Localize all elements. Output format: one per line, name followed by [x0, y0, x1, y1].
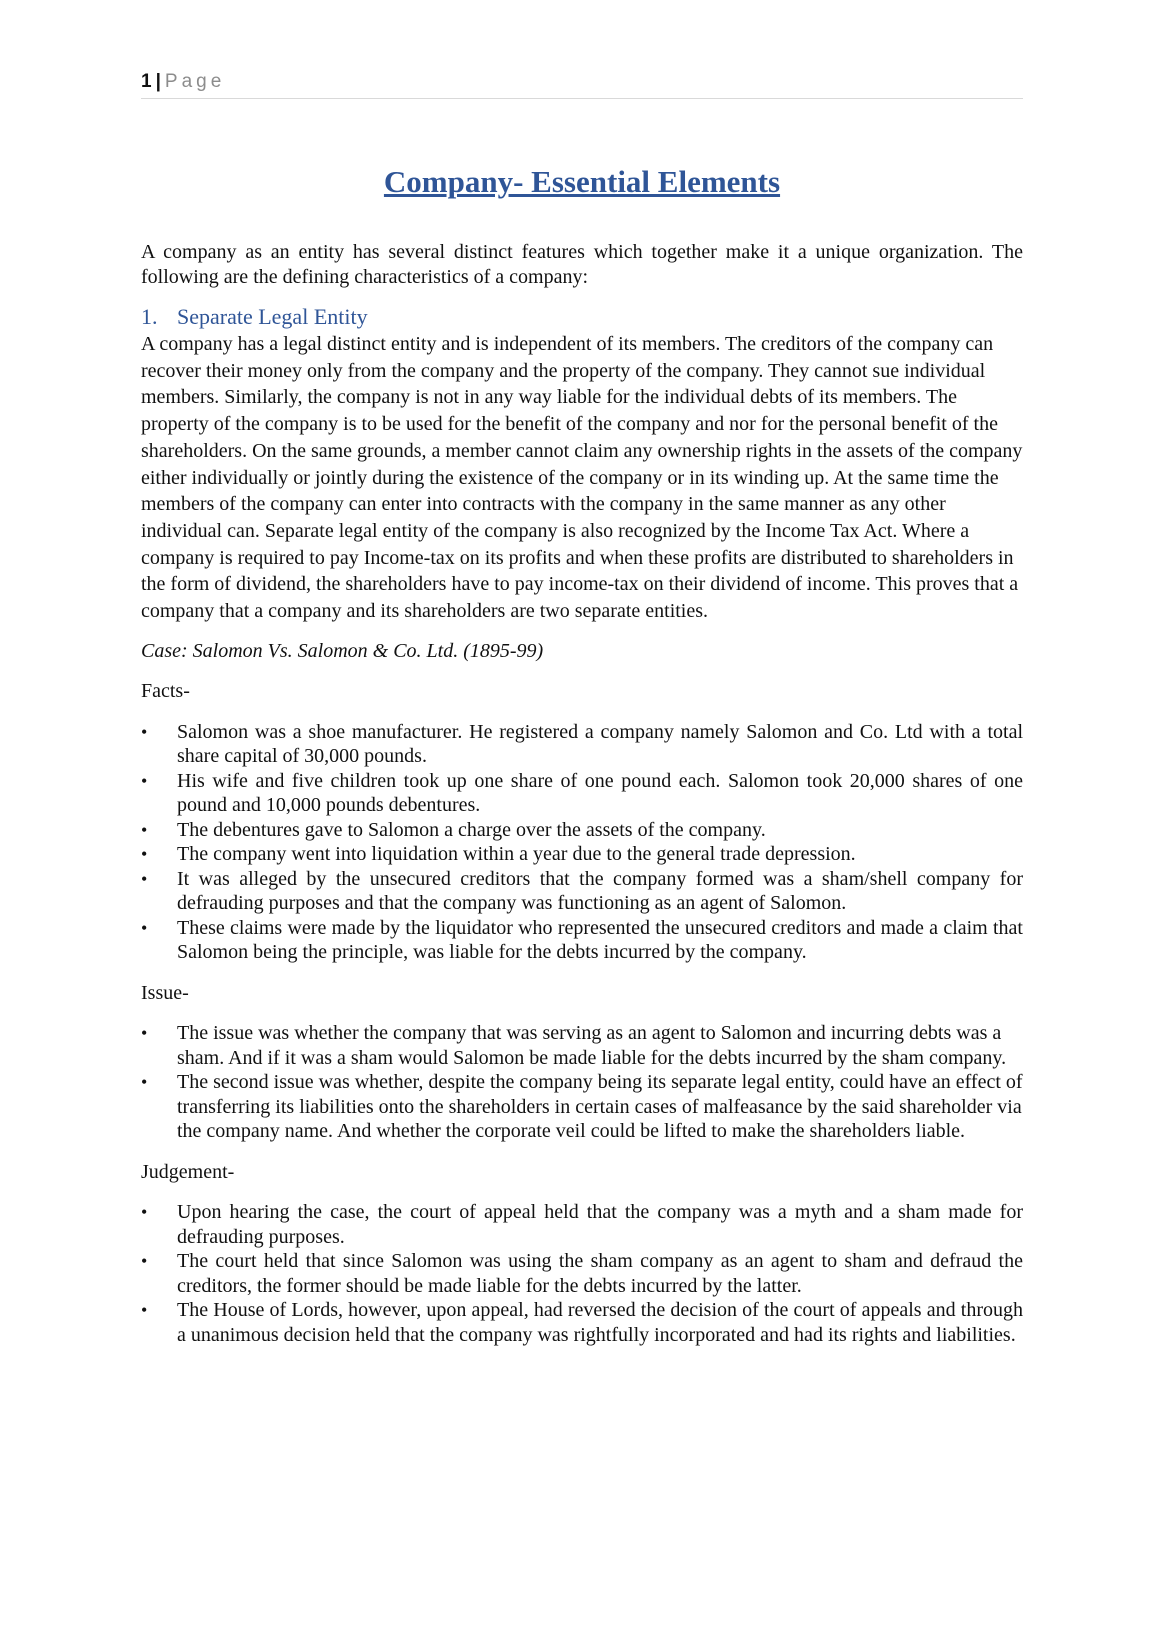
list-item-text: Salomon was a shoe manufacturer. He registered a company namely Salomon and Co. Ltd with a total share capital of 30,000 pounds.	[177, 720, 1023, 768]
section-number: 1.	[141, 304, 158, 329]
list-item	[141, 818, 1023, 843]
list-item	[141, 769, 1023, 818]
list-item-text: The issue was whether the company that was serving as an agent to Salomon and incurring debts was a sham. And if it was a sham would Salomon be made liable for the debts incurred by the sham company.	[177, 1022, 1007, 1069]
list-item-text: The second issue was whether, despite the company being its separate legal entity, could have an effect of transferring its liabilities onto the shareholders in certain cases of malfeasance by the said shareholder via the company name. And whether the corporate veil could be lifted to make the shareholders liable.	[177, 1071, 1023, 1143]
page-label: Page	[164, 71, 226, 92]
bullet-icon: •	[141, 770, 148, 791]
issue-label: Issue-	[141, 981, 189, 1004]
document-title: Company- Essential Elements	[383, 164, 781, 199]
bullet-icon: •	[141, 1023, 148, 1044]
bullet-icon: •	[141, 819, 148, 840]
list-item	[141, 1070, 1023, 1144]
section-body: A company has a legal distinct entity and is independent of its members. The creditors of the company can recover their money only from the company and the property of the company. They cannot sue individual members. Similarly, the company is not in any way liable for the individual debts of its members. The property of the company is to be used for the benefit of the company and nor for the personal benefit of the shareholders. On the same grounds, a member cannot claim any ownership rights in the assets of the company either individually or jointly during the existence of the company or in its winding up. At the same time the members of the company can enter into contracts with the company in the same manner as any other individual can. Separate legal entity of the company is also recognized by the Income Tax Act. Where a company is required to pay Income-tax on its profits and when these profits are distributed to shareholders in the form of dividend, the shareholders have to pay income-tax on their dividend of income. This proves that a company that a company and its shareholders are two separate entities.	[141, 333, 1023, 623]
list-item	[141, 867, 1023, 916]
list-item	[141, 720, 1023, 769]
bullet-icon: •	[141, 1072, 148, 1093]
list-item	[141, 1200, 1023, 1249]
judgement-list	[141, 1200, 1023, 1347]
list-item	[141, 1021, 1023, 1070]
section-heading	[141, 303, 1023, 331]
bullet-icon: •	[141, 1251, 148, 1272]
bullet-icon: •	[141, 844, 148, 865]
case-title: Case: Salomon Vs. Salomon & Co. Ltd. (1895-99)	[141, 639, 544, 662]
list-item	[141, 1249, 1023, 1298]
bullet-icon: •	[141, 721, 148, 742]
list-item-text: The court held that since Salomon was using the sham company as an agent to sham and defraud the creditors, the former should be made liable for the debts incurred by the latter.	[177, 1250, 1023, 1297]
list-item	[141, 842, 1023, 867]
page-number: 1	[141, 71, 152, 92]
list-item-text: The debentures gave to Salomon a charge over the assets of the company.	[177, 818, 766, 841]
list-item-text: His wife and five children took up one share of one pound each. Salomon took 20,000 shares of one pound and 10,000 pounds debentures.	[177, 769, 1023, 817]
bullet-icon: •	[141, 1300, 148, 1321]
section-title: Separate Legal Entity	[177, 304, 368, 329]
header-separator: |	[155, 71, 161, 92]
issue-list	[141, 1021, 1023, 1144]
list-item-text: It was alleged by the unsecured creditors that the company formed was a sham/shell company for defrauding purposes and that the company was functioning as an agent of Salomon.	[177, 867, 1023, 915]
facts-label: Facts-	[141, 680, 190, 703]
facts-list	[141, 720, 1023, 965]
bullet-icon: •	[141, 1202, 148, 1223]
list-item	[141, 1298, 1023, 1347]
list-item	[141, 916, 1023, 965]
list-item-text: Upon hearing the case, the court of appeal held that the company was a myth and a sham made for defrauding purposes.	[177, 1201, 1023, 1248]
list-item-text: The House of Lords, however, upon appeal, had reversed the decision of the court of appeals and through a unanimous decision held that the company was rightfully incorporated and had its rights and liabilities.	[177, 1299, 1023, 1346]
list-item-text: The company went into liquidation within a year due to the general trade depression.	[177, 843, 856, 866]
page-header	[141, 70, 1023, 99]
bullet-icon: •	[141, 917, 148, 938]
bullet-icon: •	[141, 868, 148, 889]
document-body	[141, 240, 1023, 1363]
intro-paragraph: A company as an entity has several distinct features which together make it a unique organization. The following are the defining characteristics of a company:	[141, 241, 1023, 288]
list-item-text: These claims were made by the liquidator who represented the unsecured creditors and made a claim that Salomon being the principle, was liable for the debts incurred by the company.	[177, 916, 1023, 964]
judgement-label: Judgement-	[141, 1160, 235, 1183]
